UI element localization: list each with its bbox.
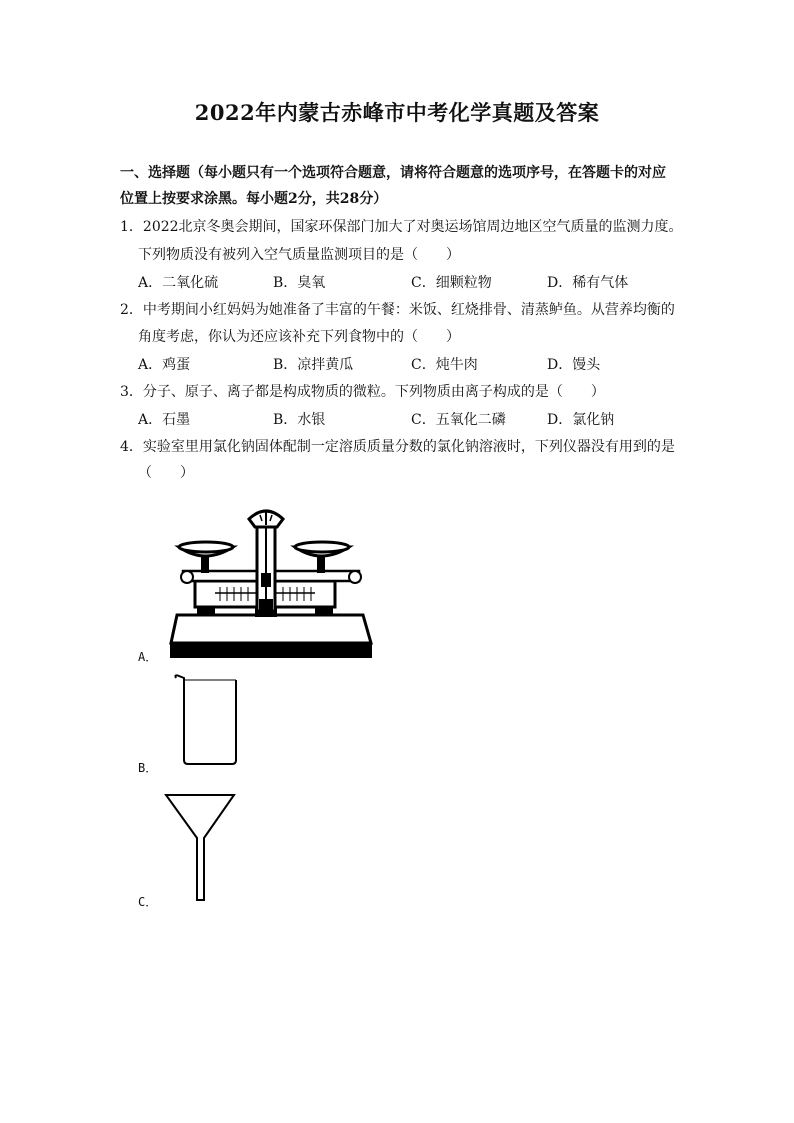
question-1-stem-line1: 1．2022北京冬奥会期间，国家环保部门加大了对奥运场馆周边地区空气质量的监测力度。 xyxy=(120,219,683,235)
question-3-option-b: B．水银 xyxy=(273,412,326,428)
balance-icon xyxy=(165,503,377,661)
question-4-stem-line1: 4．实验室里用氯化钠固体配制一定溶质质量分数的氯化钠溶液时，下列仪器没有用到的是 xyxy=(120,439,675,455)
section-heading-line2: 位置上按要求涂黑。每小题2分，共28分） xyxy=(120,191,388,207)
question-3-option-c: C．五氧化二磷 xyxy=(411,412,506,428)
question-1-option-d: D．稀有气体 xyxy=(547,275,629,291)
figure-a-label: A． xyxy=(138,650,158,664)
question-2-option-d: D．馒头 xyxy=(547,357,601,373)
funnel-icon xyxy=(163,792,239,906)
beaker-icon xyxy=(170,672,246,768)
question-2-stem-line2: 角度考虑，你认为还应该补充下列食物中的（ ） xyxy=(138,329,460,345)
question-1-option-c: C．细颗粒物 xyxy=(411,275,492,291)
figure-c-label: C． xyxy=(138,895,158,909)
question-3-option-a: A．石墨 xyxy=(138,412,191,428)
section-heading-line1: 一、选择题（每小题只有一个选项符合题意，请将符合题意的选项序号，在答题卡的对应 xyxy=(120,165,666,181)
question-3-stem-line1: 3．分子、原子、离子都是构成物质的微粒。下列物质由离子构成的是（ ） xyxy=(120,384,605,400)
question-2-option-a: A．鸡蛋 xyxy=(138,357,191,373)
question-4-stem-line2: （ ） xyxy=(138,465,194,481)
question-1-stem-line2: 下列物质没有被列入空气质量监测项目的是（ ） xyxy=(138,247,460,263)
question-1-option-b: B．臭氧 xyxy=(273,275,326,291)
figure-b-label: B． xyxy=(138,761,158,775)
question-2-option-c: C．炖牛肉 xyxy=(411,357,478,373)
question-3-option-d: D．氯化钠 xyxy=(547,412,615,428)
question-2-option-b: B．凉拌黄瓜 xyxy=(273,357,354,373)
page-title: 2022年内蒙古赤峰市中考化学真题及答案 xyxy=(194,100,600,125)
question-1-option-a: A．二氧化硫 xyxy=(138,275,219,291)
question-2-stem-line1: 2．中考期间小红妈妈为她准备了丰富的午餐：米饭、红烧排骨、清蒸鲈鱼。从营养均衡的 xyxy=(120,302,675,318)
